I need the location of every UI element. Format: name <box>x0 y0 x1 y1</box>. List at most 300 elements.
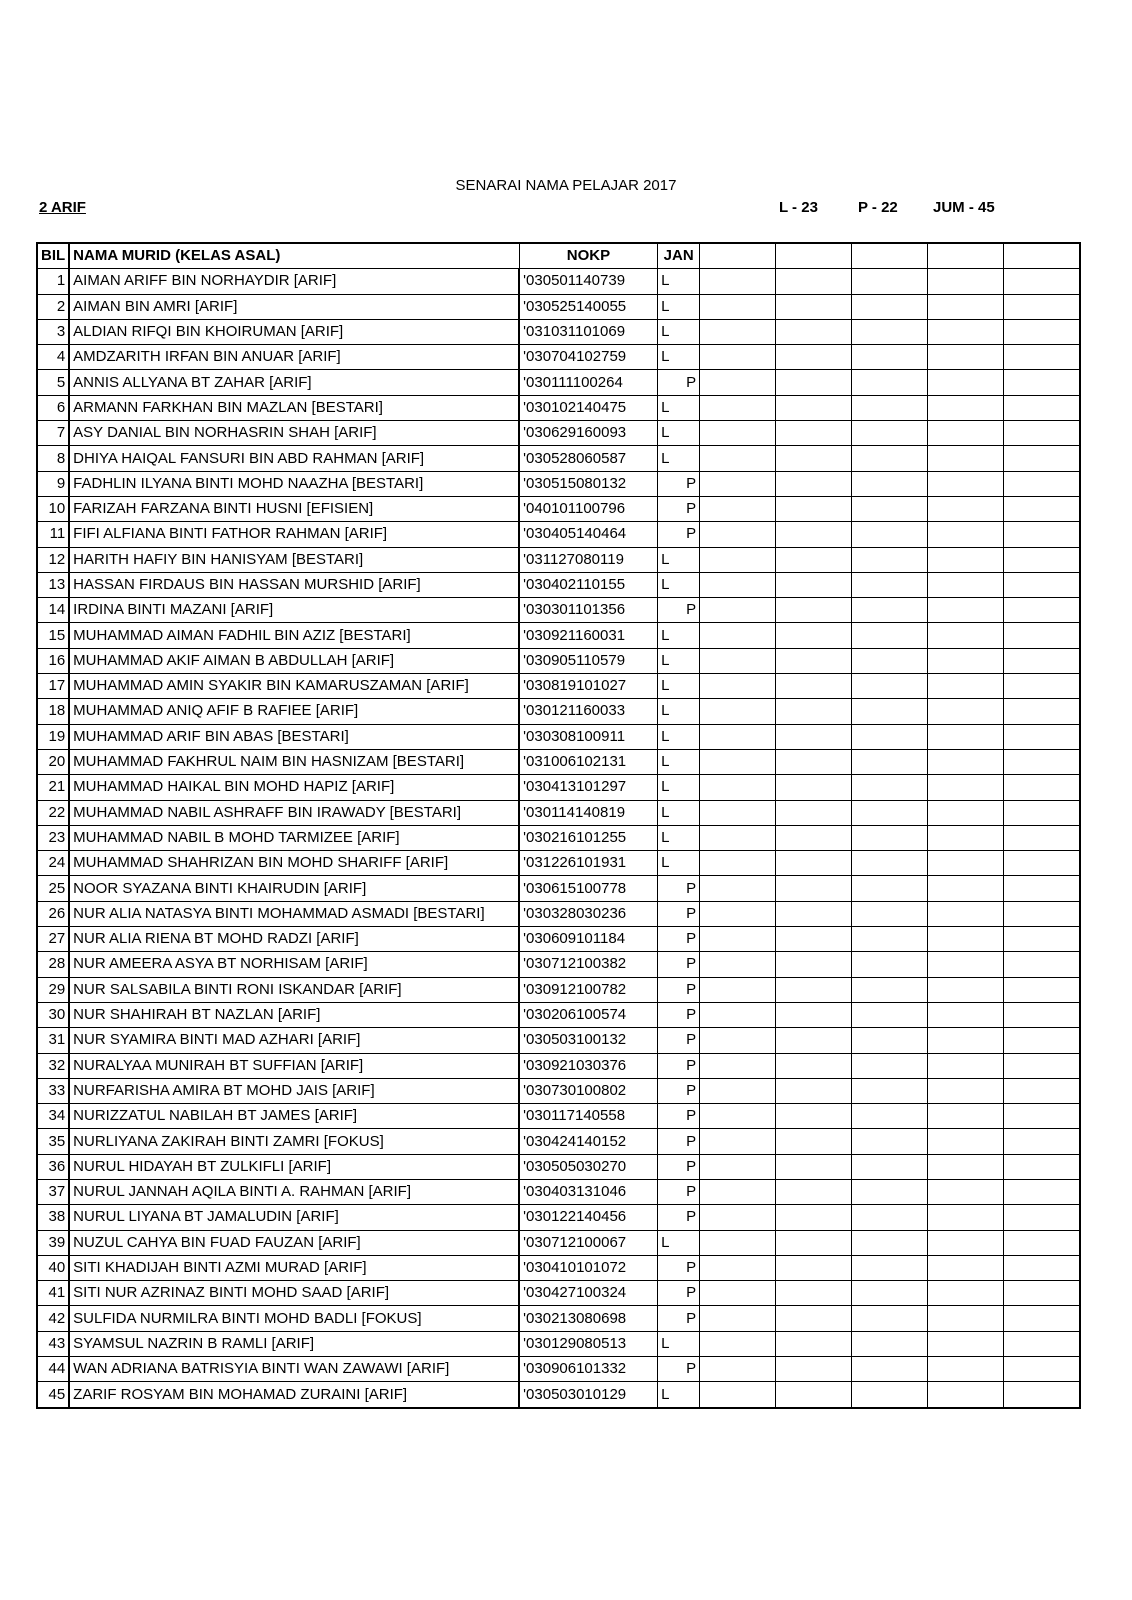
student-name: FADHLIN ILYANA BINTI MOHD NAAZHA [BESTARI] <box>69 471 519 496</box>
student-gender: L <box>658 851 700 876</box>
blank-cell <box>852 1255 928 1280</box>
student-nokp: '031226101931 <box>519 851 658 876</box>
student-gender: L <box>658 345 700 370</box>
blank-cell <box>1004 1205 1081 1230</box>
blank-cell <box>852 294 928 319</box>
blank-cell <box>700 977 776 1002</box>
table-row <box>37 572 1080 597</box>
blank-cell <box>700 1028 776 1053</box>
blank-cell <box>700 496 776 521</box>
blank-cell <box>852 851 928 876</box>
blank-cell <box>700 319 776 344</box>
row-number: 17 <box>37 674 69 699</box>
blank-cell <box>852 522 928 547</box>
student-name: MUHAMMAD AKIF AIMAN B ABDULLAH [ARIF] <box>69 648 519 673</box>
blank-cell <box>700 623 776 648</box>
table-row <box>37 1028 1080 1053</box>
student-nokp: '030102140475 <box>519 395 658 420</box>
student-gender: P <box>658 370 700 395</box>
row-number: 12 <box>37 547 69 572</box>
student-gender: L <box>658 269 700 294</box>
blank-cell <box>928 825 1004 850</box>
student-nokp: '031031101069 <box>519 319 658 344</box>
blank-cell <box>928 395 1004 420</box>
table-row <box>37 1129 1080 1154</box>
blank-cell <box>776 319 852 344</box>
blank-cell <box>852 1205 928 1230</box>
row-number: 33 <box>37 1078 69 1103</box>
student-nokp: '030213080698 <box>519 1306 658 1331</box>
blank-cell <box>700 522 776 547</box>
blank-cell <box>776 800 852 825</box>
blank-cell <box>1004 749 1081 774</box>
blank-cell <box>776 749 852 774</box>
row-number: 6 <box>37 395 69 420</box>
table-row <box>37 1154 1080 1179</box>
student-nokp: '030905110579 <box>519 648 658 673</box>
student-gender: P <box>658 952 700 977</box>
student-nokp: '030819101027 <box>519 674 658 699</box>
blank-cell <box>928 851 1004 876</box>
row-number: 14 <box>37 598 69 623</box>
blank-cell <box>700 927 776 952</box>
student-gender: L <box>658 319 700 344</box>
student-name: NURUL LIYANA BT JAMALUDIN [ARIF] <box>69 1205 519 1230</box>
blank-cell <box>700 1281 776 1306</box>
blank-cell <box>776 927 852 952</box>
blank-cell <box>928 1129 1004 1154</box>
student-name: NUR SYAMIRA BINTI MAD AZHARI [ARIF] <box>69 1028 519 1053</box>
student-name: NUZUL CAHYA BIN FUAD FAUZAN [ARIF] <box>69 1230 519 1255</box>
student-name: MUHAMMAD AIMAN FADHIL BIN AZIZ [BESTARI] <box>69 623 519 648</box>
student-gender: P <box>658 598 700 623</box>
student-name: ZARIF ROSYAM BIN MOHAMAD ZURAINI [ARIF] <box>69 1382 519 1408</box>
blank-cell <box>776 547 852 572</box>
row-number: 34 <box>37 1104 69 1129</box>
table-row <box>37 927 1080 952</box>
blank-cell <box>700 1002 776 1027</box>
blank-cell <box>776 1230 852 1255</box>
table-row <box>37 446 1080 471</box>
student-gender: L <box>658 674 700 699</box>
student-name: MUHAMMAD NABIL ASHRAFF BIN IRAWADY [BESTARI] <box>69 800 519 825</box>
blank-cell <box>700 294 776 319</box>
blank-cell <box>852 1053 928 1078</box>
student-nokp: '030730100802 <box>519 1078 658 1103</box>
blank-cell <box>700 269 776 294</box>
blank-cell <box>700 572 776 597</box>
blank-cell <box>852 345 928 370</box>
student-nokp: '030111100264 <box>519 370 658 395</box>
table-row <box>37 395 1080 420</box>
blank-cell <box>1004 496 1081 521</box>
blank-cell <box>928 1306 1004 1331</box>
blank-cell <box>852 825 928 850</box>
class-name: 2 ARIF <box>39 199 86 216</box>
table-row <box>37 421 1080 446</box>
table-header-row <box>37 243 1080 269</box>
table-body <box>37 269 1080 1408</box>
table-row <box>37 1357 1080 1382</box>
blank-cell <box>852 648 928 673</box>
blank-cell <box>700 1357 776 1382</box>
student-nokp: '030403131046 <box>519 1179 658 1204</box>
row-number: 15 <box>37 623 69 648</box>
blank-cell <box>1004 1078 1081 1103</box>
blank-cell <box>776 1331 852 1356</box>
student-name: NUR AMEERA ASYA BT NORHISAM [ARIF] <box>69 952 519 977</box>
blank-cell <box>776 977 852 1002</box>
blank-cell <box>928 294 1004 319</box>
student-gender: P <box>658 1205 700 1230</box>
student-nokp: '030117140558 <box>519 1104 658 1129</box>
blank-cell <box>852 775 928 800</box>
table-row <box>37 876 1080 901</box>
blank-cell <box>1004 1154 1081 1179</box>
student-gender: L <box>658 623 700 648</box>
table-row <box>37 294 1080 319</box>
table-row <box>37 952 1080 977</box>
student-nokp: '030410101072 <box>519 1255 658 1280</box>
blank-cell <box>700 851 776 876</box>
blank-cell <box>776 269 852 294</box>
row-number: 45 <box>37 1382 69 1408</box>
student-gender: L <box>658 547 700 572</box>
blank-cell <box>1004 1357 1081 1382</box>
row-number: 20 <box>37 749 69 774</box>
total-count: JUM - 45 <box>933 199 995 216</box>
blank-cell <box>928 319 1004 344</box>
student-nokp: '030129080513 <box>519 1331 658 1356</box>
table-row <box>37 851 1080 876</box>
blank-cell <box>928 749 1004 774</box>
blank-cell <box>776 446 852 471</box>
table-row <box>37 1331 1080 1356</box>
student-nokp: '040101100796 <box>519 496 658 521</box>
table-row <box>37 699 1080 724</box>
table-row <box>37 1104 1080 1129</box>
student-name: NUR ALIA RIENA BT MOHD RADZI [ARIF] <box>69 927 519 952</box>
table-row <box>37 547 1080 572</box>
blank-cell <box>852 1306 928 1331</box>
student-name: FARIZAH FARZANA BINTI HUSNI [EFISIEN] <box>69 496 519 521</box>
blank-cell <box>928 927 1004 952</box>
student-name: MUHAMMAD NABIL B MOHD TARMIZEE [ARIF] <box>69 825 519 850</box>
table-row <box>37 1053 1080 1078</box>
student-name: DHIYA HAIQAL FANSURI BIN ABD RAHMAN [ARIF] <box>69 446 519 471</box>
blank-cell <box>1004 446 1081 471</box>
student-name: FIFI ALFIANA BINTI FATHOR RAHMAN [ARIF] <box>69 522 519 547</box>
blank-cell <box>928 598 1004 623</box>
student-nokp: '030301101356 <box>519 598 658 623</box>
table-row <box>37 269 1080 294</box>
blank-cell <box>700 901 776 926</box>
blank-cell <box>1004 1306 1081 1331</box>
blank-cell <box>852 623 928 648</box>
male-count: L - 23 <box>779 199 818 216</box>
blank-cell <box>928 547 1004 572</box>
blank-cell <box>1004 775 1081 800</box>
blank-cell <box>776 1306 852 1331</box>
student-nokp: '030328030236 <box>519 901 658 926</box>
blank-cell <box>928 1281 1004 1306</box>
blank-cell <box>776 572 852 597</box>
blank-cell <box>1004 547 1081 572</box>
blank-cell <box>1004 598 1081 623</box>
blank-cell <box>1004 1002 1081 1027</box>
student-name: NUR SHAHIRAH BT NAZLAN [ARIF] <box>69 1002 519 1027</box>
blank-cell <box>700 1331 776 1356</box>
blank-cell <box>700 952 776 977</box>
blank-cell <box>1004 471 1081 496</box>
student-name: MUHAMMAD AMIN SYAKIR BIN KAMARUSZAMAN [ARIF] <box>69 674 519 699</box>
blank-cell <box>1004 1053 1081 1078</box>
column-header-blank <box>776 243 852 269</box>
student-nokp: '030405140464 <box>519 522 658 547</box>
blank-cell <box>776 1002 852 1027</box>
blank-cell <box>852 952 928 977</box>
blank-cell <box>928 446 1004 471</box>
table-row <box>37 1230 1080 1255</box>
row-number: 16 <box>37 648 69 673</box>
blank-cell <box>852 1028 928 1053</box>
blank-cell <box>928 876 1004 901</box>
student-name: SYAMSUL NAZRIN B RAMLI [ARIF] <box>69 1331 519 1356</box>
blank-cell <box>852 269 928 294</box>
student-gender: P <box>658 1053 700 1078</box>
blank-cell <box>928 1078 1004 1103</box>
blank-cell <box>776 370 852 395</box>
blank-cell <box>776 522 852 547</box>
student-gender: L <box>658 699 700 724</box>
blank-cell <box>852 471 928 496</box>
blank-cell <box>1004 395 1081 420</box>
blank-cell <box>852 421 928 446</box>
blank-cell <box>928 522 1004 547</box>
blank-cell <box>700 345 776 370</box>
row-number: 5 <box>37 370 69 395</box>
column-header-blank <box>1004 243 1081 269</box>
student-gender: P <box>658 927 700 952</box>
blank-cell <box>776 648 852 673</box>
blank-cell <box>928 1104 1004 1129</box>
blank-cell <box>776 1179 852 1204</box>
student-name: AIMAN BIN AMRI [ARIF] <box>69 294 519 319</box>
blank-cell <box>700 1053 776 1078</box>
blank-cell <box>852 876 928 901</box>
table-row <box>37 1002 1080 1027</box>
student-nokp: '030515080132 <box>519 471 658 496</box>
student-name: ASY DANIAL BIN NORHASRIN SHAH [ARIF] <box>69 421 519 446</box>
student-nokp: '030921160031 <box>519 623 658 648</box>
student-nokp: '030402110155 <box>519 572 658 597</box>
blank-cell <box>776 876 852 901</box>
column-header-name: NAMA MURID (KELAS ASAL) <box>69 243 519 269</box>
student-gender: P <box>658 471 700 496</box>
blank-cell <box>852 1104 928 1129</box>
blank-cell <box>700 1255 776 1280</box>
student-name: MUHAMMAD ARIF BIN ABAS [BESTARI] <box>69 724 519 749</box>
row-number: 42 <box>37 1306 69 1331</box>
blank-cell <box>1004 825 1081 850</box>
student-name: MUHAMMAD HAIKAL BIN MOHD HAPIZ [ARIF] <box>69 775 519 800</box>
student-gender: L <box>658 825 700 850</box>
table-row <box>37 370 1080 395</box>
student-name: MUHAMMAD FAKHRUL NAIM BIN HASNIZAM [BESTARI] <box>69 749 519 774</box>
row-number: 9 <box>37 471 69 496</box>
student-nokp: '030503010129 <box>519 1382 658 1408</box>
blank-cell <box>852 901 928 926</box>
blank-cell <box>1004 674 1081 699</box>
blank-cell <box>776 1028 852 1053</box>
blank-cell <box>700 825 776 850</box>
blank-cell <box>776 825 852 850</box>
blank-cell <box>852 572 928 597</box>
column-header-nokp: NOKP <box>519 243 658 269</box>
student-nokp: '030308100911 <box>519 724 658 749</box>
blank-cell <box>700 471 776 496</box>
blank-cell <box>852 370 928 395</box>
blank-cell <box>776 598 852 623</box>
student-gender: P <box>658 1255 700 1280</box>
blank-cell <box>1004 345 1081 370</box>
table-row <box>37 825 1080 850</box>
table-row <box>37 496 1080 521</box>
row-number: 38 <box>37 1205 69 1230</box>
blank-cell <box>700 395 776 420</box>
blank-cell <box>928 1331 1004 1356</box>
blank-cell <box>928 471 1004 496</box>
student-name: NURLIYANA ZAKIRAH BINTI ZAMRI [FOKUS] <box>69 1129 519 1154</box>
row-number: 24 <box>37 851 69 876</box>
student-gender: P <box>658 977 700 1002</box>
blank-cell <box>1004 699 1081 724</box>
blank-cell <box>776 724 852 749</box>
student-nokp: '030912100782 <box>519 977 658 1002</box>
student-nokp: '030712100067 <box>519 1230 658 1255</box>
student-gender: L <box>658 1331 700 1356</box>
table-row <box>37 901 1080 926</box>
student-gender: P <box>658 876 700 901</box>
blank-cell <box>928 1357 1004 1382</box>
blank-cell <box>852 496 928 521</box>
blank-cell <box>852 1078 928 1103</box>
blank-cell <box>852 674 928 699</box>
blank-cell <box>928 977 1004 1002</box>
row-number: 18 <box>37 699 69 724</box>
blank-cell <box>928 775 1004 800</box>
blank-cell <box>1004 851 1081 876</box>
blank-cell <box>852 1179 928 1204</box>
student-gender: L <box>658 648 700 673</box>
blank-cell <box>700 598 776 623</box>
student-name: ANNIS ALLYANA BT ZAHAR [ARIF] <box>69 370 519 395</box>
table-row <box>37 1205 1080 1230</box>
row-number: 4 <box>37 345 69 370</box>
blank-cell <box>700 1154 776 1179</box>
row-number: 29 <box>37 977 69 1002</box>
row-number: 13 <box>37 572 69 597</box>
blank-cell <box>776 1382 852 1408</box>
blank-cell <box>700 749 776 774</box>
student-name: NUR ALIA NATASYA BINTI MOHAMMAD ASMADI [BESTARI] <box>69 901 519 926</box>
student-name: AIMAN ARIFF BIN NORHAYDIR [ARIF] <box>69 269 519 294</box>
blank-cell <box>928 724 1004 749</box>
student-gender: L <box>658 749 700 774</box>
student-gender: P <box>658 1357 700 1382</box>
blank-cell <box>928 800 1004 825</box>
student-nokp: '030528060587 <box>519 446 658 471</box>
row-number: 7 <box>37 421 69 446</box>
student-gender: P <box>658 522 700 547</box>
blank-cell <box>700 421 776 446</box>
student-name: NOOR SYAZANA BINTI KHAIRUDIN [ARIF] <box>69 876 519 901</box>
row-number: 23 <box>37 825 69 850</box>
blank-cell <box>852 800 928 825</box>
blank-cell <box>776 699 852 724</box>
row-number: 44 <box>37 1357 69 1382</box>
student-nokp: '030427100324 <box>519 1281 658 1306</box>
table-row <box>37 1255 1080 1280</box>
blank-cell <box>1004 901 1081 926</box>
student-gender: L <box>658 395 700 420</box>
blank-cell <box>928 1053 1004 1078</box>
student-gender: L <box>658 421 700 446</box>
student-name: MUHAMMAD ANIQ AFIF B RAFIEE [ARIF] <box>69 699 519 724</box>
student-name: NURUL JANNAH AQILA BINTI A. RAHMAN [ARIF] <box>69 1179 519 1204</box>
table-row <box>37 648 1080 673</box>
blank-cell <box>776 471 852 496</box>
table-row <box>37 775 1080 800</box>
blank-cell <box>1004 952 1081 977</box>
blank-cell <box>852 1230 928 1255</box>
table-row <box>37 1306 1080 1331</box>
blank-cell <box>1004 648 1081 673</box>
student-nokp: '030424140152 <box>519 1129 658 1154</box>
blank-cell <box>776 952 852 977</box>
blank-cell <box>1004 800 1081 825</box>
student-gender: L <box>658 800 700 825</box>
row-number: 19 <box>37 724 69 749</box>
blank-cell <box>776 1357 852 1382</box>
blank-cell <box>1004 724 1081 749</box>
blank-cell <box>776 395 852 420</box>
blank-cell <box>852 319 928 344</box>
student-nokp: '030505030270 <box>519 1154 658 1179</box>
blank-cell <box>928 648 1004 673</box>
student-name: NURUL HIDAYAH BT ZULKIFLI [ARIF] <box>69 1154 519 1179</box>
blank-cell <box>776 1078 852 1103</box>
student-gender: P <box>658 1104 700 1129</box>
row-number: 37 <box>37 1179 69 1204</box>
page-title: SENARAI NAMA PELAJAR 2017 <box>455 177 677 194</box>
student-gender: L <box>658 1230 700 1255</box>
female-count: P - 22 <box>858 199 898 216</box>
blank-cell <box>928 421 1004 446</box>
blank-cell <box>1004 319 1081 344</box>
blank-cell <box>700 775 776 800</box>
blank-cell <box>852 395 928 420</box>
row-number: 11 <box>37 522 69 547</box>
student-nokp: '030122140456 <box>519 1205 658 1230</box>
row-number: 28 <box>37 952 69 977</box>
row-number: 2 <box>37 294 69 319</box>
student-name: SITI KHADIJAH BINTI AZMI MURAD [ARIF] <box>69 1255 519 1280</box>
blank-cell <box>852 749 928 774</box>
table-row <box>37 1078 1080 1103</box>
blank-cell <box>1004 623 1081 648</box>
blank-cell <box>776 1129 852 1154</box>
